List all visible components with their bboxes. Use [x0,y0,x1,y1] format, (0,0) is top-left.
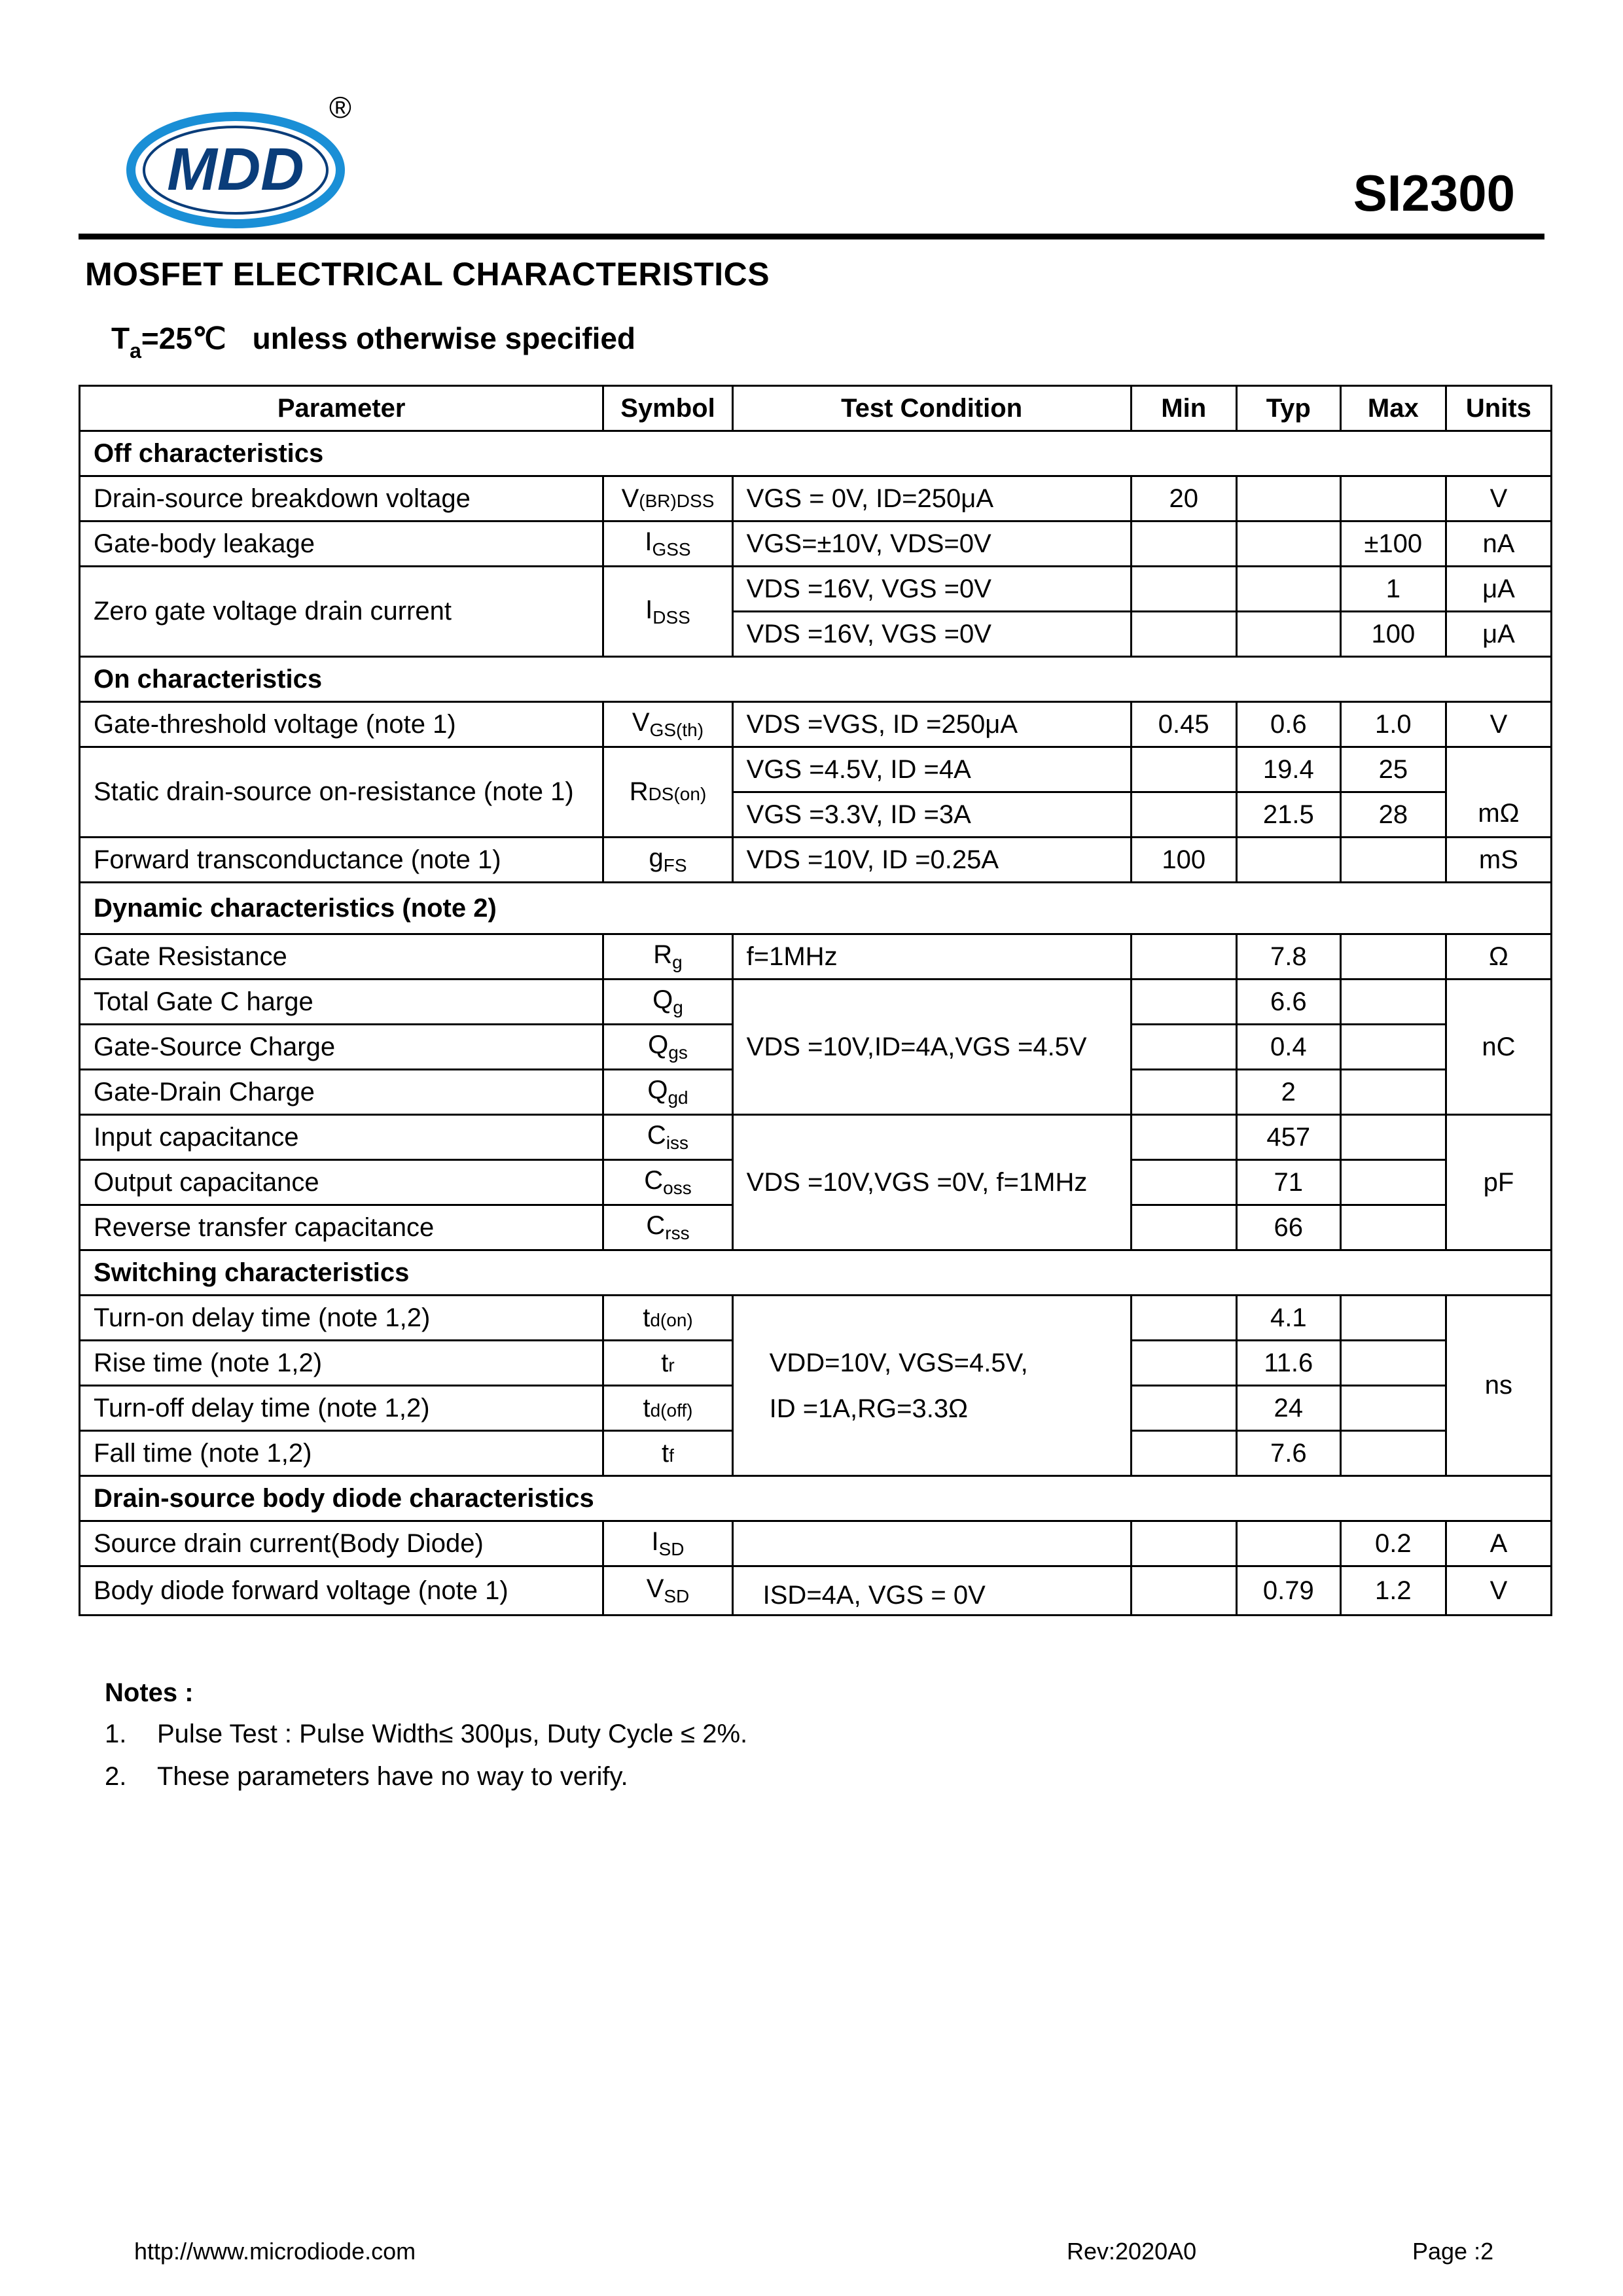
max-cell [1340,1431,1446,1476]
param-cell: Body diode forward voltage (note 1) [80,1566,603,1616]
section-switching: Switching characteristics [80,1250,1552,1296]
max-cell [1340,1341,1446,1386]
typ-cell: 2 [1236,1070,1340,1115]
symbol-cell: td(on) [603,1296,732,1341]
header-units: Units [1446,386,1551,431]
section-row [80,657,1552,702]
param-cell: Gate-Source Charge [80,1025,603,1070]
section-off: Off characteristics [80,431,1552,476]
condition-cell [732,1521,1131,1566]
condition-rest: unless otherwise specified [252,321,636,355]
condition-cell: VGS = 0V, ID=250μA [732,476,1131,521]
symbol-cell: RDS(on) [603,747,732,838]
min-cell [1131,567,1236,612]
max-cell [1340,1386,1446,1431]
company-logo [124,92,373,236]
min-cell: 100 [1131,838,1236,883]
max-cell [1340,838,1446,883]
min-cell: 0.45 [1131,702,1236,747]
symbol-cell: $C_{oss}$ [603,1160,732,1205]
max-cell: 1.0 [1340,702,1446,747]
symbol-cell: $I_{DSS}$ [603,567,732,657]
param-cell: Drain-source breakdown voltage [80,476,603,521]
typ-cell: 66 [1236,1205,1340,1250]
typ-cell: 4.1 [1236,1296,1340,1341]
min-cell [1131,1341,1236,1386]
unit-cell: nC [1446,980,1551,1115]
table-row [80,1115,1552,1160]
unit-cell: ns [1446,1296,1551,1476]
min-cell [1131,747,1236,792]
condition-cell: VDS =10V,ID=4A,VGS =4.5V [732,980,1131,1115]
min-cell [1131,792,1236,838]
min-cell: 20 [1131,476,1236,521]
condition-cell: VDS =VGS, ID =250μA [732,702,1131,747]
header-min: Min [1131,386,1236,431]
condition-cell: VDS =10V,VGS =0V, f=1MHz [732,1115,1131,1250]
condition-cell: VGS=±10V, VDS=0V [732,521,1131,567]
typ-cell: 7.6 [1236,1431,1340,1476]
param-cell: Gate-threshold voltage (note 1) [80,702,603,747]
min-cell [1131,980,1236,1025]
max-cell [1340,1025,1446,1070]
param-cell: Gate-Drain Charge [80,1070,603,1115]
table-row [80,934,1552,980]
section-row [80,1250,1552,1296]
symbol-cell: tf [603,1431,732,1476]
min-cell [1131,1386,1236,1431]
typ-cell [1236,567,1340,612]
table-header-row [80,386,1552,431]
condition-cell: VGS =4.5V, ID =4A [732,747,1131,792]
param-cell: Forward transconductance (note 1) [80,838,603,883]
condition-cell [732,1296,1131,1476]
section-diode: Drain-source body diode characteristics [80,1476,1552,1521]
condition-cell: f=1MHz [732,934,1131,980]
unit-cell: V [1446,1566,1551,1616]
page-title: MOSFET ELECTRICAL CHARACTERISTICS [85,256,770,292]
max-cell: 0.2 [1340,1521,1446,1566]
min-cell [1131,612,1236,657]
max-cell: ±100 [1340,521,1446,567]
table-row [80,476,1552,521]
min-cell [1131,1025,1236,1070]
registered-mark: ® [329,92,351,124]
typ-cell: 6.6 [1236,980,1340,1025]
min-cell [1131,1160,1236,1205]
symbol-cell: V(BR)DSS [603,476,732,521]
symbol-cell: $R_g$ [603,934,732,980]
logo-text: MDD [167,136,304,203]
header-typ: Typ [1236,386,1340,431]
typ-cell: 457 [1236,1115,1340,1160]
condition-cell: VDS =16V, VGS =0V [732,567,1131,612]
symbol-cell: td(off) [603,1386,732,1431]
symbol-cell: $g_{FS}$ [603,838,732,883]
typ-cell: 7.8 [1236,934,1340,980]
section-on: On characteristics [80,657,1552,702]
unit-cell: pF [1446,1115,1551,1250]
section-row [80,431,1552,476]
unit-cell: A [1446,1521,1551,1566]
max-cell: 28 [1340,792,1446,838]
table-row [80,1296,1552,1341]
mdd-logo-icon [124,92,373,236]
table-row [80,521,1552,567]
param-cell: Gate Resistance [80,934,603,980]
notes-heading: Notes : [105,1678,194,1707]
param-cell: Zero gate voltage drain current [80,567,603,657]
symbol-cell: $C_{rss}$ [603,1205,732,1250]
typ-cell: 0.6 [1236,702,1340,747]
typ-cell [1236,476,1340,521]
table-row [80,980,1552,1025]
min-cell [1131,1070,1236,1115]
typ-cell: 71 [1236,1160,1340,1205]
typ-cell: 24 [1236,1386,1340,1431]
footer-revision: Rev:2020A0 [1067,2238,1197,2265]
unit-cell: mΩ [1446,747,1551,838]
typ-cell: 11.6 [1236,1341,1340,1386]
part-number: SI2300 [1353,164,1515,222]
max-cell [1340,1160,1446,1205]
symbol-cell: $C_{iss}$ [603,1115,732,1160]
table-row [80,567,1552,612]
symbol-cell: $V_{GS(th)}$ [603,702,732,747]
symbol-cell: $I_{GSS}$ [603,521,732,567]
param-cell: Input capacitance [80,1115,603,1160]
min-cell [1131,1115,1236,1160]
typ-cell: 19.4 [1236,747,1340,792]
min-cell [1131,1205,1236,1250]
typ-cell [1236,1521,1340,1566]
table-row [80,747,1552,792]
electrical-characteristics-table [79,385,1552,1616]
typ-cell: 0.79 [1236,1566,1340,1616]
min-cell [1131,1521,1236,1566]
condition-cell: VDS =16V, VGS =0V [732,612,1131,657]
max-cell [1340,1205,1446,1250]
switching-cond-line2: ID =1A,RG=3.3Ω [769,1394,969,1423]
condition-t-sub: a [130,339,141,362]
condition-temp: =25℃ [141,321,226,355]
section-row [80,1476,1552,1521]
max-cell: 25 [1340,747,1446,792]
header-symbol: Symbol [603,386,732,431]
table-row [80,702,1552,747]
max-cell: 1.2 [1340,1566,1446,1616]
symbol-cell: tr [603,1341,732,1386]
header-test-condition: Test Condition [732,386,1131,431]
notes [105,1678,747,1805]
max-cell [1340,980,1446,1025]
unit-cell: nA [1446,521,1551,567]
temperature-condition [111,321,636,362]
header-parameter: Parameter [80,386,603,431]
symbol-cell: $I_{SD}$ [603,1521,732,1566]
param-cell: Rise time (note 1,2) [80,1341,603,1386]
section-dynamic: Dynamic characteristics (note 2) [80,883,1552,934]
condition-cell: VDS =10V, ID =0.25A [732,838,1131,883]
symbol-cell: $V_{SD}$ [603,1566,732,1616]
unit-cell: mS [1446,838,1551,883]
typ-cell [1236,838,1340,883]
symbol-cell: $Q_{gs}$ [603,1025,732,1070]
header-max: Max [1340,386,1446,431]
typ-cell: 0.4 [1236,1025,1340,1070]
max-cell [1340,1115,1446,1160]
param-cell: Source drain current(Body Diode) [80,1521,603,1566]
max-cell: 1 [1340,567,1446,612]
param-cell: Turn-off delay time (note 1,2) [80,1386,603,1431]
param-cell: Reverse transfer capacitance [80,1205,603,1250]
min-cell [1131,934,1236,980]
param-cell: Gate-body leakage [80,521,603,567]
note-item: 1. Pulse Test : Pulse Width≤ 300μs, Duty Cycle ≤ 2%. [105,1720,748,1748]
condition-cell: VGS =3.3V, ID =3A [732,792,1131,838]
param-cell: Fall time (note 1,2) [80,1431,603,1476]
condition-cell: ISD=4A, VGS = 0V [732,1566,1131,1616]
switching-cond-line1: VDD=10V, VGS=4.5V, [769,1348,1028,1377]
footer-url[interactable]: http://www.microdiode.com [134,2238,416,2265]
typ-cell: 21.5 [1236,792,1340,838]
unit-cell: μA [1446,567,1551,612]
param-cell: Static drain-source on-resistance (note 1) [80,747,603,838]
max-cell [1340,1296,1446,1341]
note-item: 2. These parameters have no way to verify. [105,1762,628,1791]
param-cell: Turn-on delay time (note 1,2) [80,1296,603,1341]
unit-cell: Ω [1446,934,1551,980]
max-cell [1340,934,1446,980]
param-cell: Total Gate C harge [80,980,603,1025]
section-row [80,883,1552,934]
min-cell [1131,1296,1236,1341]
unit-cell: μA [1446,612,1551,657]
footer-page: Page :2 [1412,2238,1494,2265]
min-cell [1131,1566,1236,1616]
max-cell: 100 [1340,612,1446,657]
max-cell [1340,1070,1446,1115]
symbol-cell: $Q_{gd}$ [603,1070,732,1115]
min-cell [1131,521,1236,567]
table-row [80,1521,1552,1566]
symbol-cell: $Q_g$ [603,980,732,1025]
max-cell [1340,476,1446,521]
param-cell: Output capacitance [80,1160,603,1205]
table-row [80,838,1552,883]
typ-cell [1236,521,1340,567]
unit-cell: V [1446,702,1551,747]
unit-cell: V [1446,476,1551,521]
header-rule [79,234,1544,239]
min-cell [1131,1431,1236,1476]
table-row [80,1566,1552,1616]
condition-t: T [111,321,130,355]
typ-cell [1236,612,1340,657]
